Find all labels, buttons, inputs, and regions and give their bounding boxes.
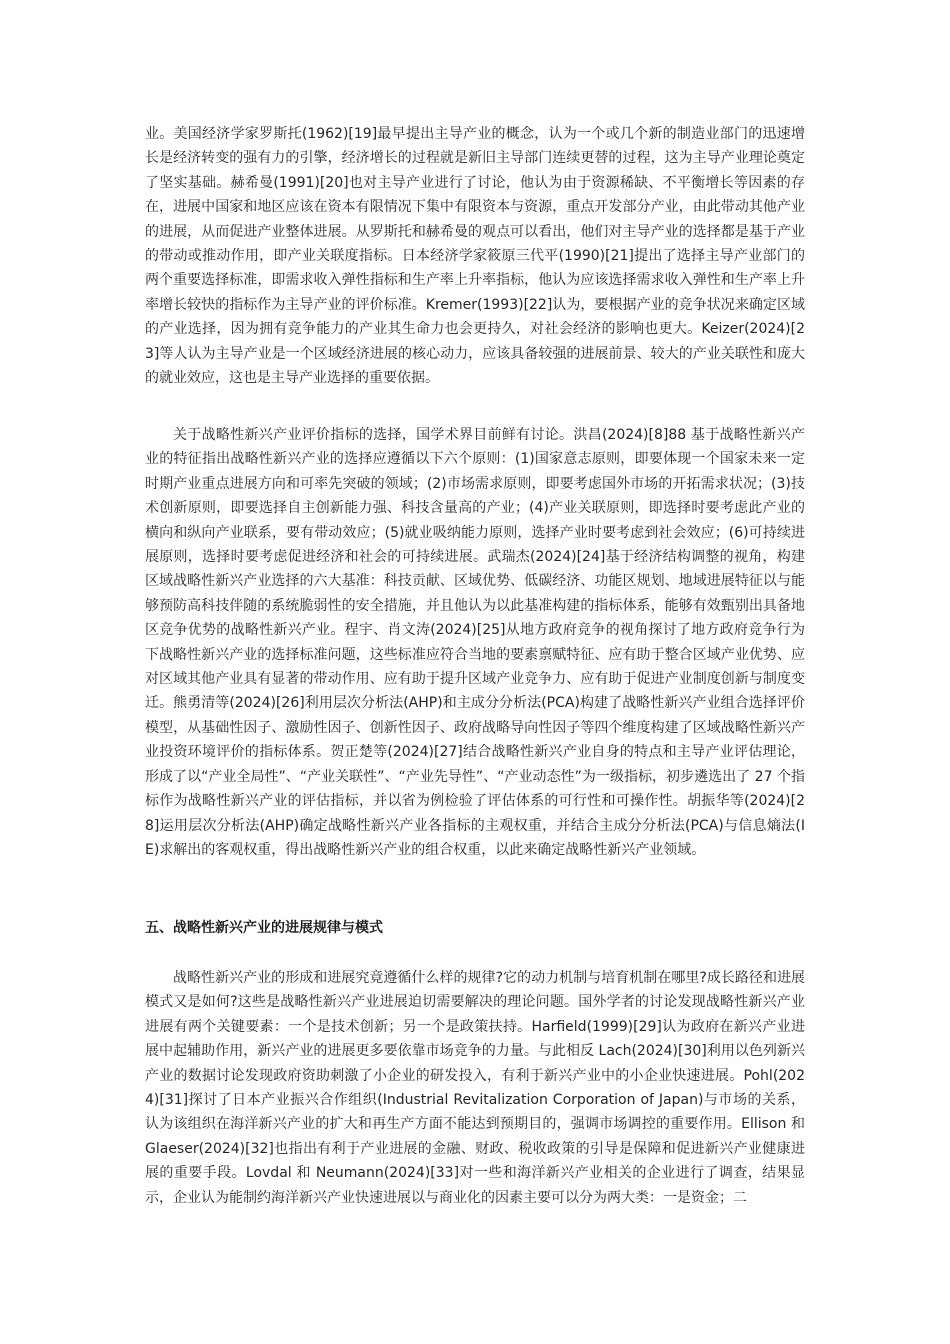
paragraph-development-patterns: 战略性新兴产业的形成和进展究竟遵循什么样的规律?它的动力机制与培育机制在哪里?成长路径和进展模式又是如何?这些是战略性新兴产业进展迫切需要解决的理论问题。国外学者的讨论发现战略性新兴产业进展有两个关键要素：一个是技术创新；另一个是政策扶持。Harfield(1999)[29]认为政府在新兴产业进展中起辅助作用，新兴产业的进展更多要依靠市场竞争的力量。与此相反 Lach(2024)[30]利用以色列新兴产业的数据讨论发现政府资助刺激了小企业的研发投入，有利于新兴产业中的小企业快速进展。Pohl(2024)[31]探讨了日本产业振兴合作组织(Industrial Revitalization Corporation of Japan)与市场的关系，认为该组织在海洋新兴产业的扩大和再生产方面不能达到预期目的，强调市场调控的重要作用。Ellison 和 Glaeser(2024)[32]也指出有利于产业进展的金融、财政、税收政策的引导是保障和促进新兴产业健康进展的重要手段。Lovdal 和 Neumann(2024)[33]对一些和海洋新兴产业相关的企业进行了调查，结果显示，企业认为能制约海洋新兴产业快速进展以与商业化的因素主要可以分为两大类：一是资金；二 — [145, 970, 805, 1206]
paragraph-evaluation-indicators: 关于战略性新兴产业评价指标的选择，国学术界目前鲜有讨论。洪昌(2024)[8]88 基于战略性新兴产业的特征指出战略性新兴产业的选择应遵循以下六个原则：(1)国家意志原则，即要体现一个国家未来一定时期产业重点进展方向和可率先突破的领域；(2)市场需求原则，即要考虑国外市场的开拓需求状况；(3)技术创新原则，即要选择自主创新能力强、科技含量高的产业；(4)产业关联原则，即选择时要考虑此产业的横向和纵向产业联系，要有带动效应；(5)就业吸纳能力原则，选择产业时要考虑到社会效应；(6)可持续进展原则，选择时要考虑促进经济和社会的可持续进展。武瑞杰(2024)[24]基于经济结构调整的视角，构建区域战略性新兴产业选择的六大基准：科技贡献、区域优势、低碳经济、功能区规划、地域进展特征以与能够预防高科技伴随的系统脆弱性的安全措施，并且他认为以此基准构建的指标体系，能够有效甄别出具备地区竞争优势的战略性新兴产业。程宇、肖文涛(2024)[25]从地方政府竞争的视角探讨了地方政府竞争行为下战略性新兴产业的选择标准问题，这些标准应符合当地的要素禀赋特征、应有助于整合区域产业优势、应对区域其他产业具有显著的带动作用、应有助于提升区域产业竞争力、应有助于促进产业制度创新与制度变迁。熊勇清等(2024)[26]利用层次分析法(AHP)和主成分分析法(PCA)构建了战略性新兴产业组合选择评价模型，从基础性因子、激励性因子、创新性因子、政府战略导向性因子等四个维度构建了区域战略性新兴产业投资环境评价的指标体系。贺正楚等(2024)[27]结合战略性新兴产业自身的特点和主导产业评估理论，形成了以“产业全局性”、“产业关联性”、“产业先导性”、“产业动态性”为一级指标，初步遴选出了 27 个指标作为战略性新兴产业的评估指标，并以省为例检验了评估体系的可行性和可操作性。胡振华等(2024)[28]运用层次分析法(AHP)确定战略性新兴产业各指标的主观权重，并结合主成分分析法(PCA)与信息熵法(IE)求解出的客观权重，得出战略性新兴产业的组合权重，以此来确定战略性新兴产业领域。 — [145, 427, 805, 858]
paragraph-leading-industry-theory: 业。美国经济学家罗斯托(1962)[19]最早提出主导产业的概念，认为一个或几个新的制造业部门的迅速增长是经济转变的强有力的引擎，经济增长的过程就是新旧主导部门连续更替的过程，这为主导产业理论奠定了坚实基础。赫希曼(1991)[20]也对主导产业进行了讨论，他认为由于资源稀缺、不平衡增长等因素的存在，进展中国家和地区应该在资本有限情况下集中有限资本与资源，重点开发部分产业，由此带动其他产业的进展，从而促进产业整体进展。从罗斯托和赫希曼的观点可以看出，他们对主导产业的选择都是基于产业的带动或推动作用，即产业关联度指标。日本经济学家筱原三代平(1990)[21]提出了选择主导产业部门的两个重要选择标准，即需求收入弹性指标和生产率上升率指标，他认为应该选择需求收入弹性和生产率上升率增长较快的指标作为主导产业的评价标准。Kremer(1993)[22]认为，要根据产业的竞争状况来确定区域的产业选择，因为拥有竞争能力的产业其生命力也会更持久，对社会经济的影响也更大。Keizer(2024)[23]等人认为主导产业是一个区域经济进展的核心动力，应该具备较强的进展前景、较大的产业关联性和庞大的就业效应，这也是主导产业选择的重要依据。 — [145, 126, 805, 387]
section-heading: 五、战略性新兴产业的进展规律与模式 — [145, 920, 383, 936]
